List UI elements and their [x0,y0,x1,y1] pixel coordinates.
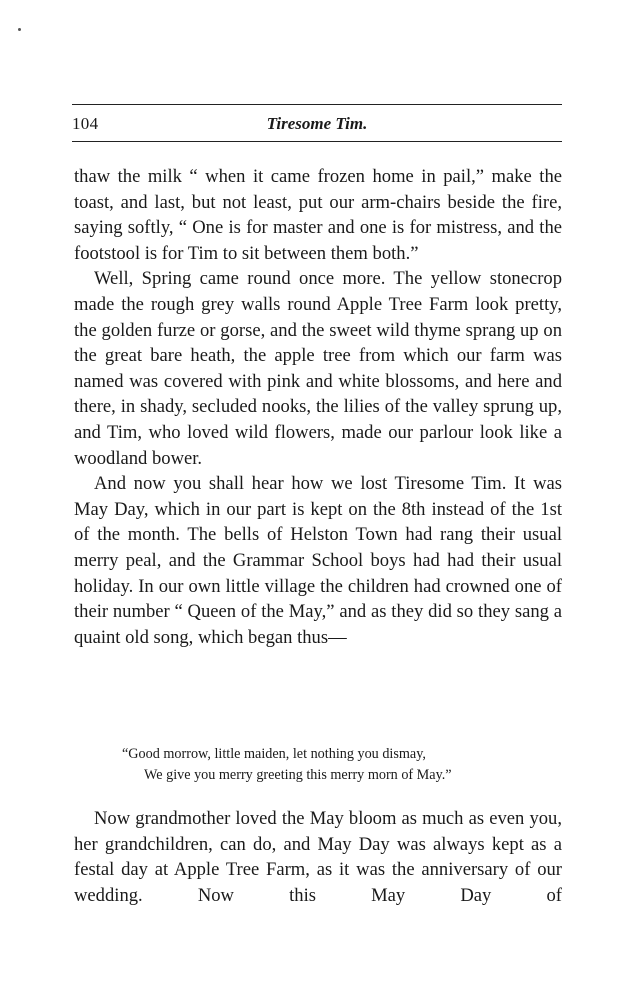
paragraph: And now you shall hear how we lost Tiresome Tim. It was May Day, which in our part is kept on the 8th instead of the 1st of the month. The bells of Helston Town had rang their usual merry peal, and the Grammar School boys had had their usual holiday. In our own little village the children had crowned one of their number “ Queen of the May,” and as they did so they sang a quaint old song, which began thus— [74,473,562,648]
paragraph: Well, Spring came round once more. The yellow stonecrop made the rough grey walls round Apple Tree Farm look pretty, the golden furze or gorse, and the sweet wild thyme sprang up on the great bare heath, the apple tree from which our farm was named was covered with pink and white blossoms, and here and there, in shady, secluded nooks, the lilies of the valley sprung up, and Tim, who loved wild flowers, made our parlour look like a woodland bower. [74,268,562,469]
verse-line: We give you merry greeting this merry morn of May.” [144,767,452,783]
paragraph: Now grandmother loved the May bloom as much as even you, her grandchildren, can do, and May Day was always kept as a festal day at Apple Tree Farm, as it was the anniversary of our wedding. Now this May Day of [74,808,562,906]
page-number: 104 [72,114,99,133]
running-title: Tiresome Tim. [266,114,368,133]
verse-quote [122,744,542,786]
header-bottom-rule [72,141,562,142]
header-top-rule [72,104,562,105]
body-text [74,164,562,650]
page-header [72,114,562,138]
verse-line: “Good morrow, little maiden, let nothing you dismay, [122,746,426,762]
body-text-continued [74,806,562,908]
paragraph: thaw the milk “ when it came frozen home in pail,” make the toast, and last, but not least, put our arm-chairs beside the fire, saying softly, “ One is for master and one is for mistress, and the footstool is for Tim to sit between them both.” [74,166,562,264]
scan-speck [18,28,21,31]
